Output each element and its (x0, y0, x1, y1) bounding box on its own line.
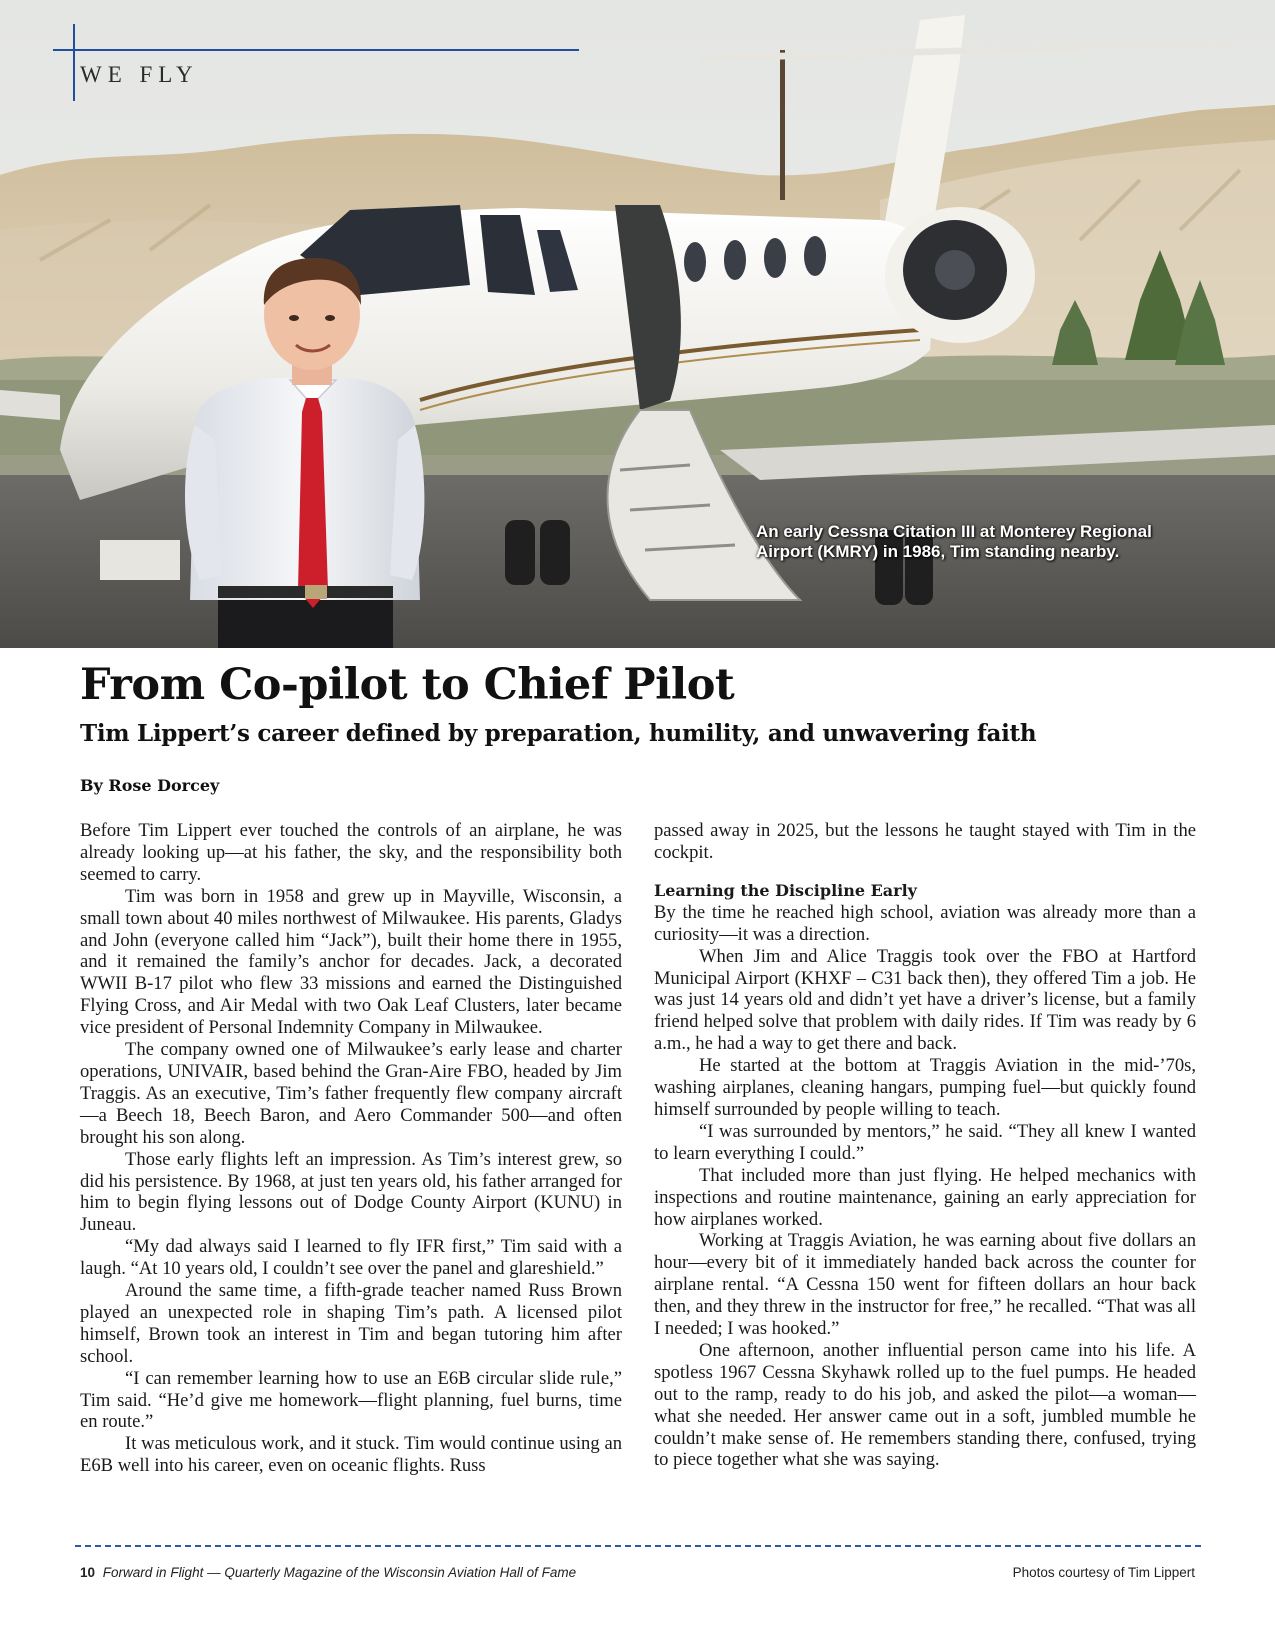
hero-photo (0, 0, 1275, 648)
photo-caption-line: Airport (KMRY) in 1986, Tim standing nearby. (756, 542, 1120, 561)
paragraph: When Jim and Alice Traggis took over the FBO at Hartford Municipal Airport (KHXF – C31 back then), they offered Tim a job. He was just 14 years old and didn’t yet have a driver’s license, but a family friend helped solve that problem with daily rides. If Tim was ready by 6 a.m., he had a way to get there and back. (654, 945, 1196, 1055)
section-rule-vertical (73, 24, 75, 101)
page-number: 10 (80, 1565, 96, 1580)
section-label: WE FLY (80, 62, 199, 87)
left-column (80, 820, 622, 1477)
photo-caption-line: An early Cessna Citation III at Monterey Regional (756, 522, 1152, 541)
section-subhead: Learning the Discipline Early (654, 880, 917, 900)
footer-divider (75, 1545, 1201, 1547)
photo-credit: Photos courtesy of Tim Lippert (1012, 1565, 1195, 1580)
paragraph: By the time he reached high school, aviation was already more than a curiosity—it was a direction. (654, 901, 1196, 945)
paragraph: That included more than just flying. He helped mechanics with inspections and routine maintenance, gaining an early appreciation for how airplanes worked. (654, 1164, 1196, 1230)
paragraph: “My dad always said I learned to fly IFR first,” Tim said with a laugh. “At 10 years old, I couldn’t see over the panel and glareshield.” (80, 1236, 622, 1280)
photo-caption (756, 522, 1226, 562)
paragraph: Working at Traggis Aviation, he was earning about five dollars an hour—every bit of it immediately handed back across the counter for airplane rental. “A Cessna 150 went for fifteen dollars an hour back then, and they threw in the instructor for free,” he recalled. “That was all I needed; I was hooked.” (654, 1230, 1196, 1340)
paragraph: Before Tim Lippert ever touched the controls of an airplane, he was already looking up—at his father, the sky, and the responsibility both seemed to carry. (80, 820, 622, 885)
paragraph: “I was surrounded by mentors,” he said. “They all knew I wanted to learn everything I could.” (654, 1120, 1196, 1164)
paragraph: He started at the bottom at Traggis Aviation in the mid-’70s, washing airplanes, cleaning hangars, pumping fuel—but quickly found himself surrounded by people willing to teach. (654, 1055, 1196, 1120)
paragraph: It was meticulous work, and it stuck. Tim would continue using an E6B well into his career, even on oceanic flights. Russ (80, 1433, 622, 1477)
article-title: From Co-pilot to Chief Pilot (80, 660, 735, 710)
paragraph: Those early flights left an impression. As Tim’s interest grew, so did his persistence. By 1968, at just ten years old, his father arranged for him to begin flying lessons out of Dodge County Airport (KUNU) in Juneau. (80, 1148, 622, 1236)
paragraph: Tim was born in 1958 and grew up in Mayville, Wisconsin, a small town about 40 miles northwest of Milwaukee. His parents, Gladys and John (everyone called him “Jack”), built their home there in 1955, and it remained the family’s anchor for decades. Jack, a decorated WWII B-17 pilot who flew 33 missions and earned the Distinguished Flying Cross, and Air Medal with two Oak Leaf Clusters, later became vice president of Personal Indemnity Company in Milwaukee. (80, 885, 622, 1039)
publication-name: Forward in Flight — Quarterly Magazine of the Wisconsin Aviation Hall of Fame (102, 1565, 577, 1580)
article-subtitle: Tim Lippert’s career defined by preparation, humility, and unwavering faith (80, 720, 1037, 747)
paragraph: passed away in 2025, but the lessons he taught stayed with Tim in the cockpit. (654, 820, 1196, 863)
paragraph: “I can remember learning how to use an E6B circular slide rule,” Tim said. “He’d give me homework—flight planning, fuel burns, time en route.” (80, 1367, 622, 1433)
paragraph: One afternoon, another influential person came into his life. A spotless 1967 Cessna Skyhawk rolled up to the fuel pumps. He headed out to the ramp, ready to do his job, and asked the pilot—a woman—what she needed. Her answer came out in a soft, jumbled mumble he couldn’t make sense of. He remembers standing there, confused, trying to piece together what she was saying. (654, 1339, 1196, 1471)
section-rule-horizontal (53, 49, 579, 51)
footer-publication (80, 1565, 576, 1580)
byline: By Rose Dorcey (80, 776, 220, 795)
paragraph: Around the same time, a fifth-grade teacher named Russ Brown played an unexpected role in shaping Tim’s path. A licensed pilot himself, Brown took an interest in Tim and began tutoring him after school. (80, 1280, 622, 1367)
paragraph: The company owned one of Milwaukee’s early lease and charter operations, UNIVAIR, based behind the Gran-Aire FBO, headed by Jim Traggis. As an executive, Tim’s father frequently flew company aircraft—a Beech 18, Beech Baron, and Aero Commander 500—and often brought his son along. (80, 1039, 622, 1148)
right-column (654, 820, 1196, 1471)
